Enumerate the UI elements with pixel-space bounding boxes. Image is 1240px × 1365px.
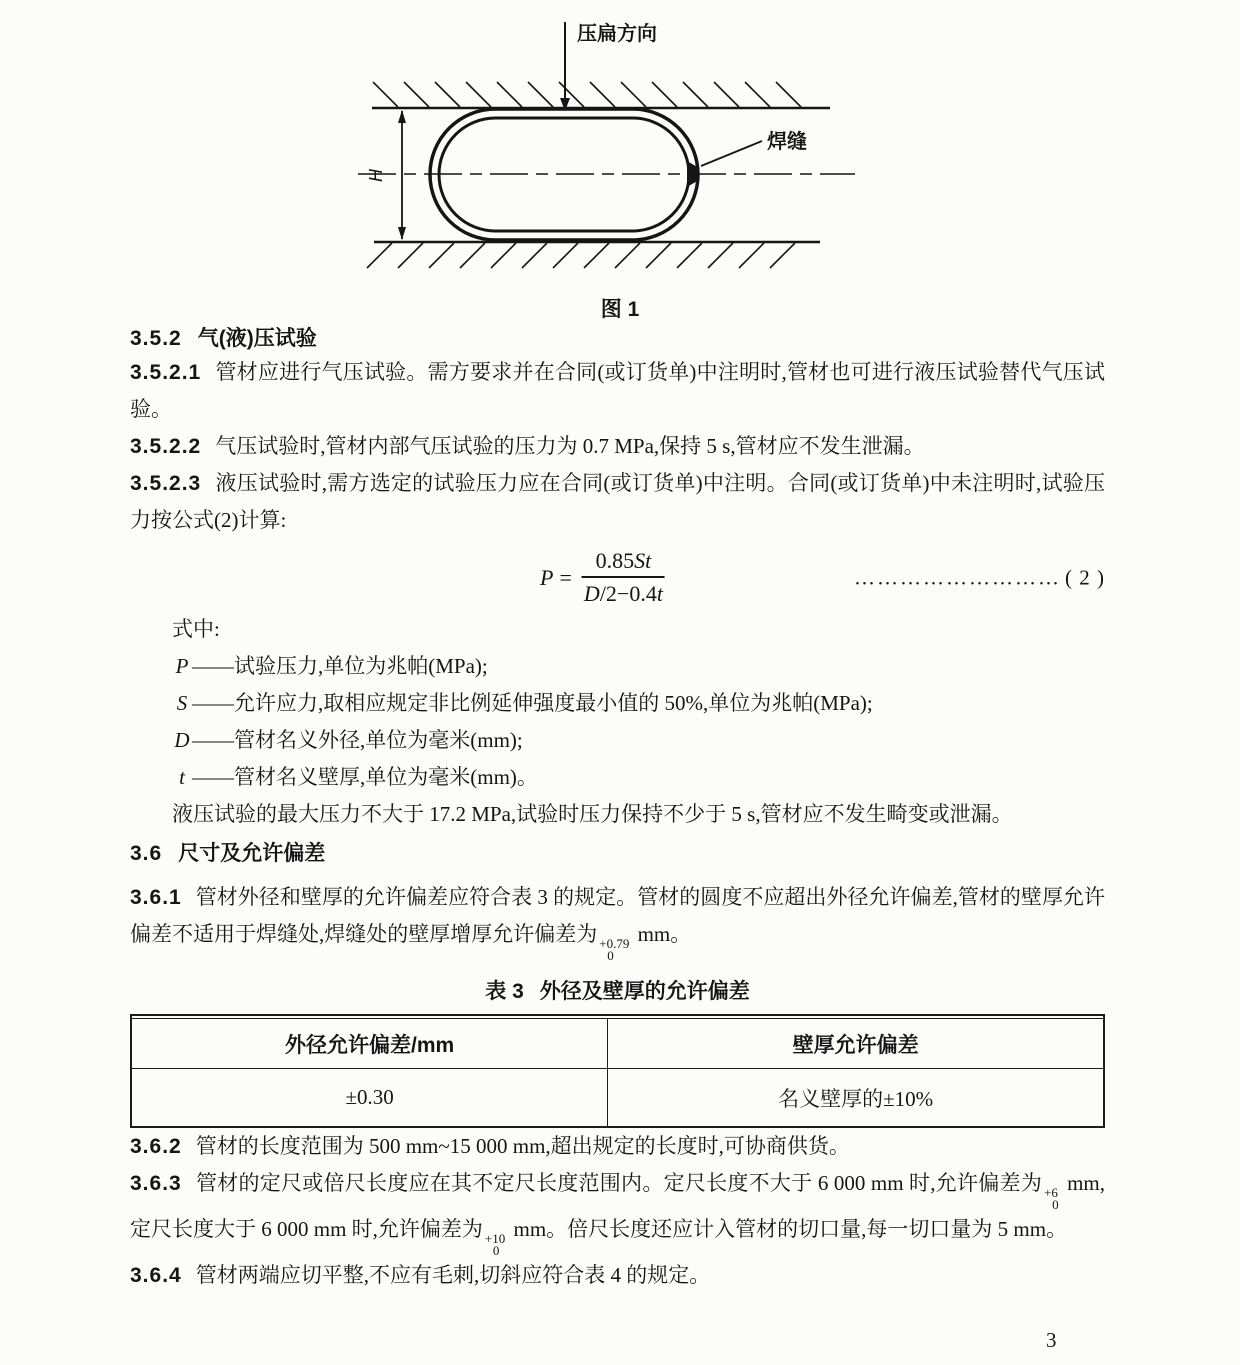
clause-number: 3.6 — [130, 842, 163, 865]
hydraulic-test-note: 液压试验的最大压力不大于 17.2 MPa,试验时压力保持不少于 5 s,管材应不发生畸变或泄漏。 — [172, 802, 1013, 826]
h-dimension-arrow-bottom — [398, 227, 406, 240]
denominator-variable-d: D — [583, 581, 600, 606]
table-3-cell-od-tolerance: ±0.30 — [132, 1069, 608, 1127]
equation-dots: ……………………… — [854, 565, 1061, 590]
clause-heading-3-5-2 — [130, 324, 1105, 354]
clause-3-6-2 — [130, 1128, 1105, 1165]
clause-text: 管材外径和壁厚的允许偏差应符合表 3 的规定。管材的圆度不应超出外径允许偏差,管材的壁厚允许偏差不适用于焊缝处,焊缝处的壁厚增厚允许偏差为 — [130, 885, 1105, 946]
table-3-title: 外径及壁厚的允许偏差 — [539, 980, 750, 1003]
bottom-platen-hatching — [367, 243, 795, 268]
symbol-definition-t — [130, 759, 1105, 796]
clause-number: 3.5.2.2 — [130, 435, 202, 458]
clause-text: mm,定尺长度大于 6 000 mm 时,允许偏差为 — [130, 1171, 1106, 1241]
figure-1 — [0, 0, 1240, 286]
weld-label: 焊缝 — [767, 131, 807, 153]
clause-3-6-1 — [130, 879, 1105, 962]
h-dimension-arrow-top — [398, 110, 406, 123]
fixed-length-tolerance-1 — [1044, 1187, 1059, 1211]
clause-number: 3.6.3 — [130, 1172, 182, 1195]
clause-heading-3-6 — [130, 839, 1105, 869]
weld-leader-line — [701, 141, 762, 166]
symbol-t-description: ——管材名义壁厚,单位为毫米(mm)。 — [192, 765, 538, 789]
symbol-d-description: ——管材名义外径,单位为毫米(mm); — [192, 728, 523, 752]
clause-text: 管材两端应切平整,不应有毛刺,切斜应符合表 4 的规定。 — [195, 1263, 711, 1287]
tolerance-lower: 0 — [607, 948, 614, 963]
clause-3-6-3 — [130, 1165, 1105, 1257]
fraction-denominator — [582, 578, 665, 606]
symbol-d: D — [174, 728, 190, 752]
fixed-length-tolerance-2 — [485, 1233, 505, 1257]
table-3-label: 表 3 — [485, 980, 524, 1003]
clause-title: 气(液)压试验 — [197, 327, 317, 350]
clause-text: 为 — [1020, 1171, 1043, 1195]
clause-number: 3.6.4 — [130, 1264, 182, 1287]
symbol-p-description: ——试验压力,单位为兆帕(MPa); — [192, 654, 488, 678]
symbol-s: S — [176, 691, 188, 715]
tolerance-upper: +10 — [484, 1231, 506, 1246]
symbol-s-description: ——允许应力,取相应规定非比例延伸强度最小值的 50%,单位为兆帕(MPa); — [192, 691, 873, 715]
clause-number: 3.5.2.3 — [130, 472, 202, 495]
clause-number: 3.5.2 — [130, 327, 182, 350]
equation-2 — [130, 547, 1105, 609]
clause-3-5-2-2 — [130, 428, 1105, 465]
symbol-definition-p — [130, 648, 1105, 685]
formula-fraction — [582, 549, 665, 606]
fraction-numerator — [582, 549, 665, 578]
equation-number: ( 2 ) — [1065, 565, 1105, 590]
clause-number: 3.6.1 — [130, 886, 182, 909]
symbols-intro: 式中: — [172, 617, 220, 641]
clause-text: mm。 — [632, 922, 692, 946]
table-3-data-row — [132, 1069, 1103, 1127]
symbol-definition-s — [130, 685, 1105, 722]
clause-text: 管材的定尺或倍尺长度应在其不定尺长度范围内。定尺长度不大于 6 000 mm 时,允许偏差 — [195, 1171, 1021, 1195]
clause-text: 管材的长度范围为 500 mm~15 000 mm,超出规定的长度时,可协商供货。 — [195, 1134, 850, 1158]
equation-2-formula — [540, 549, 665, 606]
symbol-p: P — [175, 654, 189, 678]
top-platen-hatching — [373, 82, 801, 107]
clause-text: 管材应进行气压试验。需方要求并在合同(或订货单)中注明时,管材也可进行液压试验替代气压试验。 — [130, 360, 1105, 421]
table-3-cell-wall-tolerance: 名义壁厚的±10% — [778, 1086, 934, 1111]
clause-3-5-2-3 — [130, 465, 1105, 539]
h-dimension-label: H — [366, 169, 386, 182]
tolerance-lower: 0 — [492, 1243, 500, 1258]
equals-sign: = — [559, 564, 572, 590]
figure-1-caption: 图 1 — [600, 298, 640, 321]
table-3-header-row — [132, 1019, 1103, 1069]
table-3 — [130, 1014, 1105, 1128]
wall-thickness-tolerance — [599, 938, 629, 962]
clause-text: mm。倍尺长度还应计入管材的切口量,每一切口量为 5 mm。 — [508, 1217, 1068, 1241]
flatten-direction-label: 压扁方向 — [577, 23, 657, 45]
page-number: 3 — [1046, 1328, 1057, 1352]
table-3-header-wall: 壁厚允许偏差 — [608, 1019, 1103, 1069]
denominator-middle: /2−0.4 — [599, 581, 657, 606]
clause-title: 尺寸及允许偏差 — [178, 842, 326, 865]
symbol-definition-d — [130, 722, 1105, 759]
clause-number: 3.6.2 — [130, 1135, 182, 1158]
numerator-variables: St — [634, 548, 652, 573]
clause-3-6-4 — [130, 1257, 1105, 1294]
formula-lhs: P — [540, 564, 554, 590]
clause-3-5-2-1 — [130, 354, 1105, 428]
tolerance-upper: +0.79 — [599, 936, 630, 951]
clause-text: 气压试验时,管材内部气压试验的压力为 0.7 MPa,保持 5 s,管材应不发生泄漏。 — [215, 434, 925, 458]
symbol-t: t — [179, 765, 185, 789]
tolerance-upper: +6 — [1044, 1185, 1058, 1200]
numerator-coefficient: 0.85 — [595, 548, 635, 573]
equation-number-group — [854, 566, 1105, 591]
table-3-caption — [130, 978, 1105, 1006]
clause-number: 3.5.2.1 — [130, 361, 202, 384]
denominator-variable-t: t — [656, 581, 663, 606]
clause-text: 液压试验时,需方选定的试验压力应在合同(或订货单)中注明。合同(或订货单)中未注明时,试验压力按公式(2)计算: — [130, 471, 1105, 532]
page-content — [0, 324, 1240, 1294]
flattening-test-diagram — [358, 16, 858, 274]
tolerance-lower: 0 — [1052, 1197, 1059, 1212]
table-3-header-od: 外径允许偏差/mm — [132, 1019, 608, 1069]
